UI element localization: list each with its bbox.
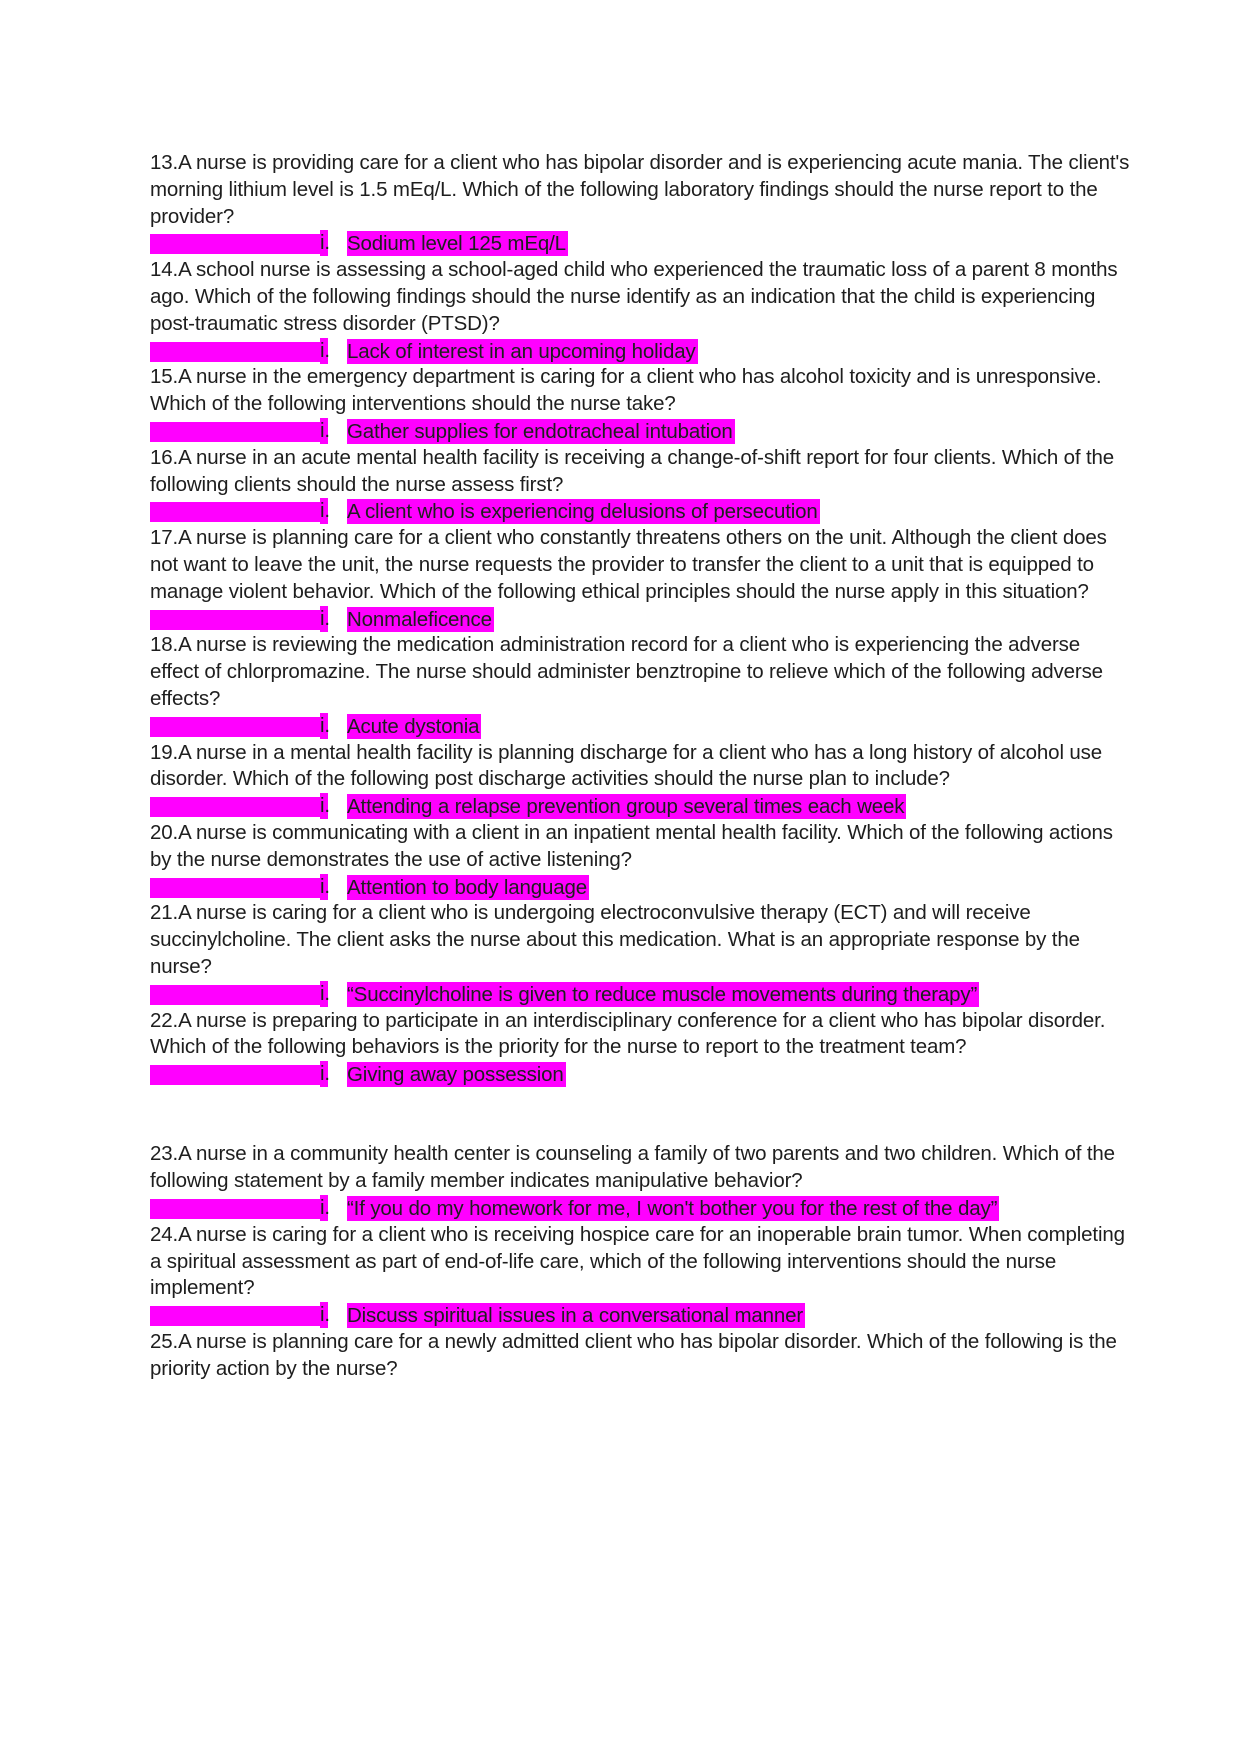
highlight-bar [150,234,320,254]
answer-marker: i. [320,874,330,898]
highlight-bar [150,717,320,737]
highlight-bar [150,342,320,362]
question-number: 15. [150,365,179,389]
answer-marker: i. [320,418,330,442]
highlighted-answer: Attention to body language [347,875,588,899]
question-number: 23. [150,1142,179,1166]
question-text: 16.A nurse in an acute mental health facility is receiving a change-of-shift report for four clients. Which of the following clients should the nurse assess first? [150,445,1115,496]
highlight-bar [150,422,320,442]
highlighted-answer: Discuss spiritual issues in a conversational manner [347,1304,804,1328]
answer-row [150,1061,1130,1088]
answer-marker: i. [320,606,330,630]
question-item-24 [150,1222,1130,1329]
document-page [150,150,1130,1383]
question-item-23 [150,1141,1130,1221]
answer-marker: i. [320,1062,330,1086]
question-text: 20.A nurse is communicating with a client in an inpatient mental health facility. Which of the following actions by the nurse demonstrates the use of active listening? [150,820,1113,871]
answer-row [150,981,1130,1008]
question-number: 21. [150,901,179,925]
answer-row [150,713,1130,740]
highlighted-answer: “If you do my homework for me, I won't bother you for the rest of the day” [347,1197,998,1221]
question-number: 19. [150,740,179,764]
answer-row [150,793,1130,820]
highlighted-answer: Attending a relapse prevention group several times each week [347,795,905,819]
answer-marker: i. [320,338,330,362]
highlighted-answer: “Succinylcholine is given to reduce muscle movements during therapy” [347,982,978,1006]
answer-row [150,874,1130,901]
question-number: 13. [150,151,179,174]
answer-marker: i. [320,981,330,1005]
highlighted-answer: Sodium level 125 mEq/L [347,232,566,256]
question-item-18 [150,632,1130,739]
highlighted-answer: Acute dystonia [347,714,480,738]
question-text: 24.A nurse is caring for a client who is receiving hospice care for an inoperable brain tumor. When completing a spiritual assessment as part of end-of-life care, which of the following interventions should the nurse implement? [150,1222,1125,1300]
highlight-bar [150,878,320,898]
highlighted-answer: Giving away possession [347,1063,564,1087]
question-item-15 [150,364,1130,444]
question-item-22 [150,1008,1130,1088]
highlight-bar [150,1306,320,1326]
highlighted-answer: Nonmaleficence [347,607,492,631]
answer-row [150,498,1130,525]
question-number: 18. [150,633,179,657]
answer-marker: i. [320,794,330,818]
answer-row [150,1195,1130,1222]
highlight-bar [150,610,320,630]
question-number: 25. [150,1330,179,1354]
question-item-16 [150,445,1130,525]
question-number: 16. [150,445,179,469]
question-number: 20. [150,820,179,844]
question-text: 25.A nurse is planning care for a newly admitted client who has bipolar disorder. Which of the following is the priority action by the nurse? [150,1330,1117,1380]
question-text: 15.A nurse in the emergency department is caring for a client who has alcohol toxicity and is unresponsive. Which of the following interventions should the nurse take? [150,365,1102,416]
question-item-25 [150,1329,1130,1383]
question-number: 24. [150,1222,179,1246]
question-text: 22.A nurse is preparing to participate in an interdisciplinary conference for a client who has bipolar disorder. Which of the following behaviors is the priority for the nurse to report to the treatment team? [150,1008,1106,1059]
answer-row [150,606,1130,633]
question-item-20 [150,820,1130,900]
answer-marker: i. [320,713,330,737]
answer-marker: i. [320,1303,330,1327]
highlighted-answer: Gather supplies for endotracheal intubation [347,419,733,443]
answer-marker: i. [320,231,330,255]
question-text: 19.A nurse in a mental health facility is planning discharge for a client who has a long history of alcohol use disorder. Which of the following post discharge activities should the nurse plan to include? [150,740,1102,791]
highlighted-answer: A client who is experiencing delusions of persecution [347,500,818,524]
answer-marker: i. [320,499,330,523]
paragraph-gap [150,1088,1130,1142]
answer-row [150,230,1130,257]
answer-row [150,418,1130,445]
question-text: 18.A nurse is reviewing the medication administration record for a client who is experiencing the adverse effect of chlorpromazine. The nurse should administer benztropine to relieve which of the following adverse effects? [150,633,1103,710]
answer-marker: i. [320,1196,330,1220]
question-text: 23.A nurse in a community health center is counseling a family of two parents and two children. Which of the following statement by a family member indicates manipulative behavior? [150,1142,1115,1193]
question-number: 17. [150,526,179,550]
question-text: 13.A nurse is providing care for a client who has bipolar disorder and is experiencing acute mania. The client's morning lithium level is 1.5 mEq/L. Which of the following laboratory findings should the nurse report to the provider? [150,151,1130,228]
question-item-17 [150,525,1130,632]
question-number: 22. [150,1008,179,1032]
question-text: 14.A school nurse is assessing a school-aged child who experienced the traumatic loss of a parent 8 months ago. Which of the following findings should the nurse identify as an indication that the child is experiencing post-traumatic stress disorder (PTSD)? [150,258,1118,335]
highlight-bar [150,1065,320,1085]
question-item-19 [150,740,1130,820]
question-item-13 [150,150,1130,257]
highlight-bar [150,985,320,1005]
answer-row [150,1302,1130,1329]
question-item-21 [150,900,1130,1007]
highlight-bar [150,1199,320,1219]
highlight-bar [150,797,320,817]
highlight-bar [150,502,320,522]
question-item-14 [150,257,1130,364]
question-number: 14. [150,258,179,282]
question-text: 17.A nurse is planning care for a client who constantly threatens others on the unit. Although the client does not want to leave the unit, the nurse requests the provider to transfer the client to a unit that is equipped to manage violent behavior. Which of the following ethical principles should the nurse apply in this situation? [150,526,1107,603]
answer-row [150,338,1130,365]
highlighted-answer: Lack of interest in an upcoming holiday [347,339,696,363]
question-text: 21.A nurse is caring for a client who is undergoing electroconvulsive therapy (ECT) and will receive succinylcholine. The client asks the nurse about this medication. What is an appropriate response by the nurse? [150,901,1080,978]
